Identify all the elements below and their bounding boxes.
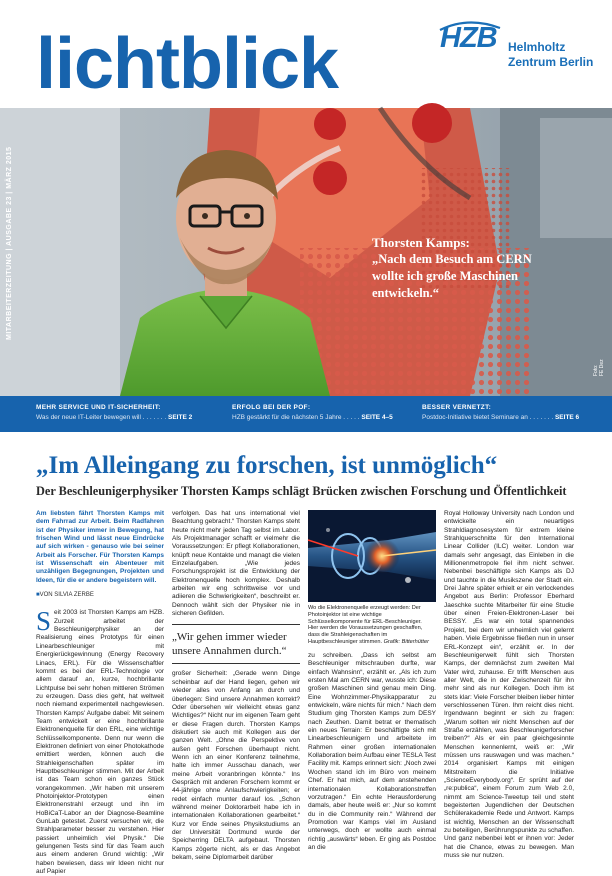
- column-2-bottom: großer Sicherheit: „Gerade wenn Dinge scheinbar auf der Hand liegen, gehen wir wieder alles von Anfang an durch und überlegen: Sind unsere Annahmen korrekt? Oder übersehen wir vielleicht etwas ganz Wichtiges?“ Nicht nur im eigenen Team geht er diese Fragen durch. Thorsten Kamps diskutiert sie auch mit Kollegen aus der ganzen Welt. „Ohne die Perspektive von außen geht Forschen überhaupt nicht. Wenn ich an einer Konferenz teilnehme, halte ich immer Ausschau danach, wer meine Arbeit voranbringen könnte.“ Ins Gespräch mit anderen Forschern kommt er 44-jährige ohne Anlaufschwierigkeiten; er redet einfach munter darauf los. „Schon während meiner Doktorarbeit habe ich in internationalen Kollaborationen gearbeitet.“ Kurz vor Ende seines Physikstudiums an der Universität Dortmund wurde der Speicherring DELTA aufgebaut. Thorsten Kamps zögerte nicht, als er das Angebot bekam, seine Diplomarbeit darüber: [172, 670, 300, 862]
- article-headline: „Im Alleingang zu forschen, ist unmöglich“: [36, 452, 498, 479]
- article-byline: ■ VON SILVIA ZERBE: [36, 591, 164, 599]
- figure-caption-text: Wo die Elektronenquelle erzeugt werden: Der Photoinjektor ist eine wichtige Schlüsselkomponente für ERL-Beschleuniger. Hier werden die Voraussetzungen geschaffen, dass die Strahleigenschaften im Hauptbeschleuniger stimmen.: [308, 605, 423, 645]
- column-1-body: eit 2003 ist Thorsten Kamps am HZB. Zurzeit arbeitet der Beschleunigerphysiker an der Realisierung eines Prototyps für einen Linearbeschleuniger mit Energierückgewinnung (Energy Recovery Linacs, ERL). Für die Wissenschaftler kommt es bei der ERL-Technologie vor allem darauf an, kurze, hochbrillante Lichtpulse bei sehr hohen mittleren Strömen zu erzeugen. Dass dies geht, hat weltweit noch niemand experimentell nachgewiesen. Thorsten Kamps' Aufgabe dabei: Mit seinem Team entwickelt er eine hochbrillante Elektronenquelle für den ERL, eine wichtige Schlüsselkomponente. Denn nur wenn die Elektronen definiert von einer Photokathode emittiert werden, können auch die Strahleigenschaften später im Hauptbeschleuniger stimmen. Mit der Arbeit ist das Team schon ein ganzes Stück vorangekommen. „Wir haben mit unserem Photoinjektor-Prototypen einen Elektronenstrahl erzeugt und ihn im HoBiCaT-Labor an der Diagnose-Beamline GunLab getestet. Zuerst versuchen wir, die Strahlparameter besser zu verstehen. Hier passiert unheimlich viel Physik.“ Die gelungenen Tests sind für das Team auch aus einem anderen Grund wichtig: „Wir haben bewiesen, dass wir Ideen nicht nur auf Papier: [36, 609, 164, 876]
- figure-caption: [308, 605, 432, 646]
- teaser-line: Postdoc-Initiative bietet Seminare an . . . . . . . SEITE 6: [422, 414, 580, 421]
- cover-quote-name: Thorsten Kamps:: [372, 235, 470, 250]
- photoinjector-illustration: [308, 510, 436, 602]
- newspaper-title: lichtblick: [36, 24, 339, 104]
- teaser-line: Was der neue IT-Leiter bewegen will . . . . . . . SEITE 2: [36, 414, 193, 421]
- issue-side-label: MITARBEITERZEITUNG | AUSGABE 23 | MÄRZ 2015: [6, 146, 13, 340]
- dropcap: S: [36, 606, 52, 637]
- pull-quote: „Wir gehen immer wieder unsere Annahmen durch.“: [172, 624, 300, 664]
- teaser-bar: [0, 396, 612, 432]
- teaser-head: BESSER VERNETZT:: [422, 404, 492, 411]
- hzb-logo-mark: HZB: [440, 22, 497, 54]
- teaser-it[interactable]: [36, 404, 216, 421]
- masthead: [0, 0, 612, 108]
- article-subhead: Der Beschleunigerphysiker Thorsten Kamps schlägt Brücken zwischen Forschung und Öffentlichkeit: [36, 484, 567, 498]
- article-column-1: [36, 510, 164, 876]
- column-4-body: Royal Holloway University nach London und entwickelte ein neuartiges Strahldiagnosesystem für extrem kleine Strahlquerschnitte für den International Linear Collider (ILC) weiter. London war damals sehr angesagt, das Einleben in die Millionenmetropole fiel ihm nicht schwer. Nebenbei beschäftigte sich Kamps als DJ und tauchte in die Musikszene der Stadt ein. Drei Jahre später erhielt er ein verlockendes Angebot aus Berlin: Professor Eberhard Jaeschke suchte Mitarbeiter für eine Studie über einen Freien-Elektronen-Laser bei BESSY. „Es war ein total spannendes Projekt, bei dem wir unheimlich viel gelernt haben. Viele Ergebnisse fließen nun in unser ERL-Konzept ein“, erzählt er. In der Beschleunigerwelt fühlt sich Thorsten Kamps, der demnächst zum zweiten Mal Vater wird, zuhause. Er trifft Menschen aus aller Welt, die in der Zwischenzeit für ihn mehr sind als nur Kollegen. Doch ihm ist stets klar: Viele Forscher bleiben lieber hinter verschlossenen Türen. Ihm reicht dies nicht. Irgendwann beginnt er sich zu fragen: „Warum sollten wir nicht Menschen auf der Straße erzählen, was Beschleunigerforscher treiben?“ Als er ein paar gleichgesinnte Menschen kennenlernt, weiß er: „Wir müssen uns rauswagen und was machen.“ 2014 organisiert Kamps mit einigen Mitstreitern die Initiative „ScienceEverybody.org“. Er sprüht auf der „re:publica“, einem Forum zum Web 2.0, nimmt am Science-Tweetup teil und steht begeisterten Jugendlichen der Deutschen Schülerakademie Rede und Antwort. Kamps ist wichtig, Menschen an der Wissenschaft zu beteiligen, Berührungspunkte zu schaffen. Und ganz nebenbei lebt er ihnen vor: Jeder hat die Chance, etwas zu bewegen. Man muss sie nur nutzen.: [444, 510, 574, 860]
- column-2-top: verfolgen. Das hat uns international viel Beachtung gebracht.“ Thorsten Kamps steht heute nicht mehr jeden Tag selbst im Labor. Als Projektmanager schafft er vielmehr die Voraussetzungen: Er pflegt Kollaborationen, knüpft neue Kontakte und managt die vielen Einzelaufgaben. „Wie jedes Forschungsprojekt ist die Entwicklung der Elektronenquelle hoch komplex. Deshalb arbeiten wir eng schrittweise vor und adiieren die Schwierigkeiten“, beschreibt er. Dennoch wählt sich der Physiker nie in sicheren Gefilden.: [172, 510, 300, 618]
- figure-credit: Grafik: Bitterhütter: [383, 638, 429, 645]
- teaser-line: HZB gestärkt für die nächsten 5 Jahre . . . . . SEITE 4–5: [232, 414, 393, 421]
- article-column-2: [172, 510, 300, 862]
- cover-quote-text: „Nach dem Besuch am CERN wollte ich große Maschinen entwickeln.“: [372, 252, 532, 300]
- hzb-logo-line-2: Zentrum Berlin: [508, 55, 594, 69]
- article-column-4: [444, 510, 574, 860]
- teaser-pof[interactable]: [232, 404, 416, 421]
- photoinjector-figure: [308, 510, 436, 602]
- cover-photo: [0, 108, 612, 396]
- article-lead: Am liebsten fährt Thorsten Kamps mit dem Fahrrad zur Arbeit. Beim Radfahren ist der Physiker immer in Bewegung, hat frischen Wind und lässt neue Eindrücke auf sich wirken - genauso wie bei seiner Arbeit als Forscher. Für Thorsten Kamps ist Wissenschaft ein Abenteuer mit unzähligen Begegnungen, Projekten und Ideen, für die er andere begeistern will.: [36, 510, 164, 584]
- photo-credit: Foto: FE Dez: [593, 359, 605, 376]
- column-3-body: zu schreiben. „Dass ich selbst am Beschleuniger mitschrauben durfte, war einfach Wahnsinn“, erzählt er. „Als ich zum ersten Mal am CERN war, wusste ich: Diese großen Maschinen sind genau mein Ding. Eine Wohnzimmer-Physikapparatur zu entwickeln, wäre nichts für mich.“ Nach dem Studium ging Thorsten Kamps zum DESY nach Zeuthen. Damit betrat er thematisch ein neues Terrain: Er beschäftigte sich mit Linearbeschleunigern und arbeitete im Rahmen einer großen internationalen Kollaboration beim Aufbau einer TESLA Test Facility mit. Kamps erinnert sich: „Noch zwei Wochen stand ich im Büro von meinem Chef. Er hat mich, auf dem anstehenden internationalen Kollaborationstreffen vorzutragen.“ Ein echte Herausforderung damals, aber heute weiß er: „Nur so kommt du in die Community rein.“ Während der Promotion war Kamps viel im Ausland unterwegs, doch er wollte auch einmal richtig „auswärts“ leben. Er ging als Postdoc an die: [308, 652, 436, 851]
- article-column-3: [308, 652, 436, 852]
- teaser-head: ERFOLG BEI DER POF:: [232, 404, 311, 411]
- teaser-postdoc[interactable]: [422, 404, 602, 421]
- hzb-logo-line-1: Helmholtz: [508, 40, 566, 54]
- hzb-logo: [440, 20, 600, 68]
- teaser-head: MEHR SERVICE UND IT-SICHERHEIT:: [36, 404, 161, 411]
